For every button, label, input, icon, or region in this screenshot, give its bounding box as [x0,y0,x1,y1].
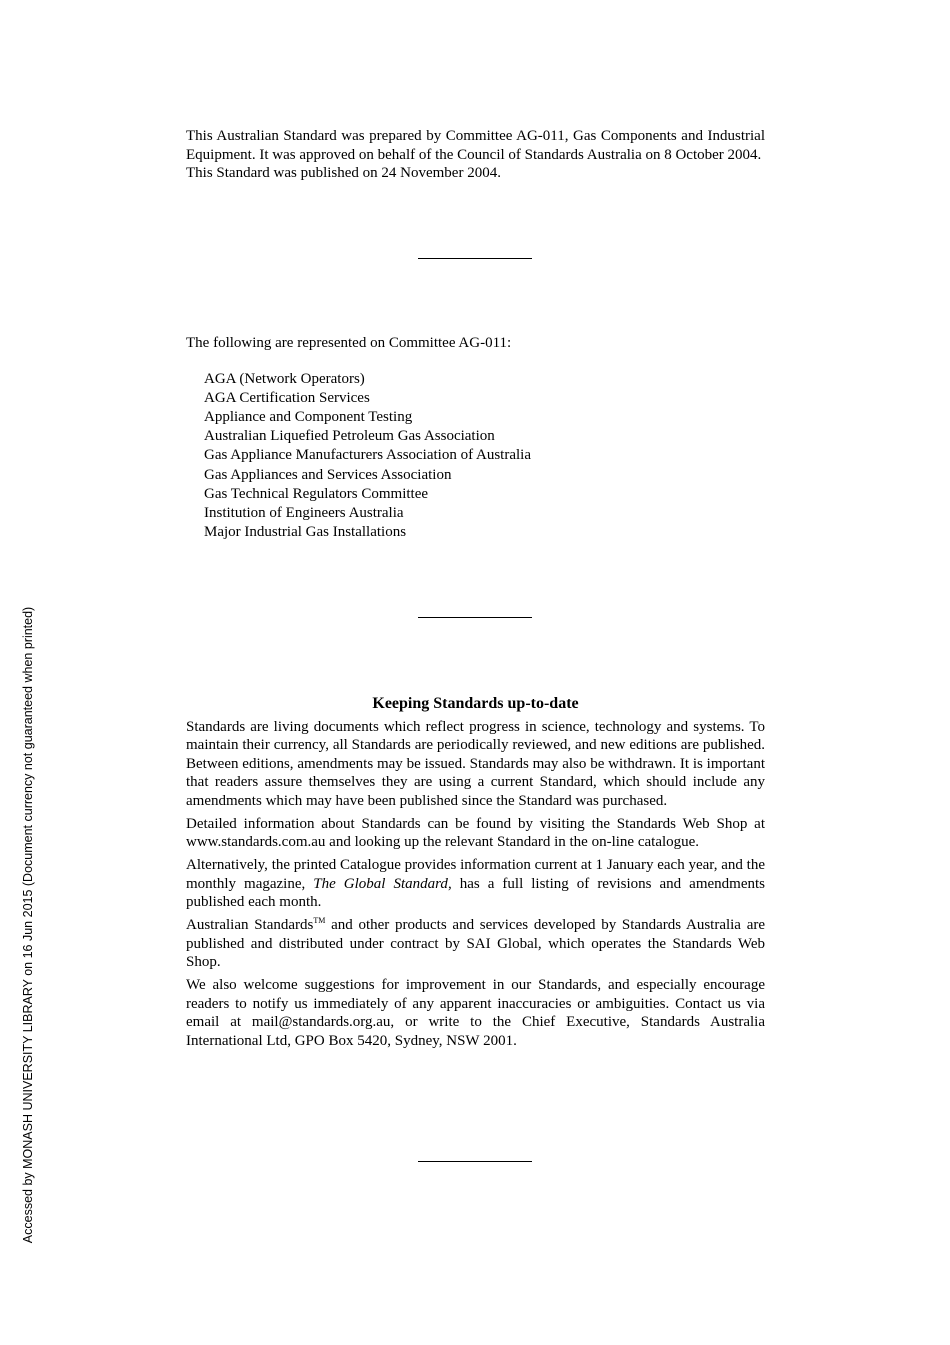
distribution-text-start: Australian Standards [186,917,314,933]
list-item: AGA (Network Operators) [204,370,365,387]
publication-date: This Standard was published on 24 November 2004. [186,165,501,181]
catalogue-text-start: Alternatively, the printed Catalogue provides information current at 1 January each year, and the monthly magazine, [186,857,765,892]
catalogue-text-end: , has a full listing of revisions and amendments published each month. [186,875,765,910]
paragraph-living-documents: Standards are living documents which reflect progress in science, technology and systems. To maintain their currency, all Standards are periodically reviewed, and new editions are published. Between editions, amendments may be issued. Standards may also be withdrawn. It is important that readers assure themselves they are using a current Standard, which should include any amendments which may have been published since the Standard was purchased. [186,718,765,809]
section-heading: Keeping Standards up-to-date [372,695,579,712]
approval-text: This Australian Standard was prepared by Committee AG-011, Gas Components and Industrial Equipment. It was approved on behalf of the Council of Standards Australia on 8 October 2004. [186,128,765,163]
access-watermark [20,600,40,1250]
list-item: Gas Technical Regulators Committee [204,485,429,502]
list-item: Gas Appliances and Services Association [204,466,452,483]
paragraph-suggestions: We also welcome suggestions for improvement in our Standards, and especially encourage readers to notify us immediately of any apparent inaccuracies or ambiguities. Contact us via email at mail@standards.org.au, or write to the Chief Executive, Standards Australia International Ltd, GPO Box 5420, Sydney, NSW 2001. [186,977,765,1049]
paragraph-catalogue [186,856,765,912]
divider-1 [418,258,532,259]
list-item: Major Industrial Gas Installations [204,524,407,541]
list-item: Appliance and Component Testing [204,408,413,425]
list-item: Australian Liquefied Petroleum Gas Association [204,428,495,445]
committee-section [186,334,765,542]
list-item: Institution of Engineers Australia [204,504,404,521]
committee-member-list [186,370,765,543]
paragraph-distribution [186,916,765,972]
distribution-text-end: and other products and services developed by Standards Australia are published and distributed under contract by SAI Global, which operates the Standards Web Shop. [186,917,766,970]
access-note: Accessed by MONASH UNIVERSITY LIBRARY on 16 Jun 2015 (Document currency not guaranteed when printed) [21,606,35,1244]
approval-section [186,127,765,183]
divider-2 [418,617,532,618]
paragraph-web-shop: Detailed information about Standards can be found by visiting the Standards Web Shop at www.standards.com.au and looking up the relevant Standard in the on-line catalogue. [186,815,765,850]
list-item: AGA Certification Services [204,389,370,406]
magazine-title: The Global Standard [313,875,448,892]
trademark-mark: TM [313,916,326,925]
keeping-up-to-date-section [186,695,765,1055]
divider-3 [418,1161,532,1162]
committee-intro: The following are represented on Committee AG-011: [186,335,512,351]
list-item: Gas Appliance Manufacturers Association of Australia [204,447,531,464]
